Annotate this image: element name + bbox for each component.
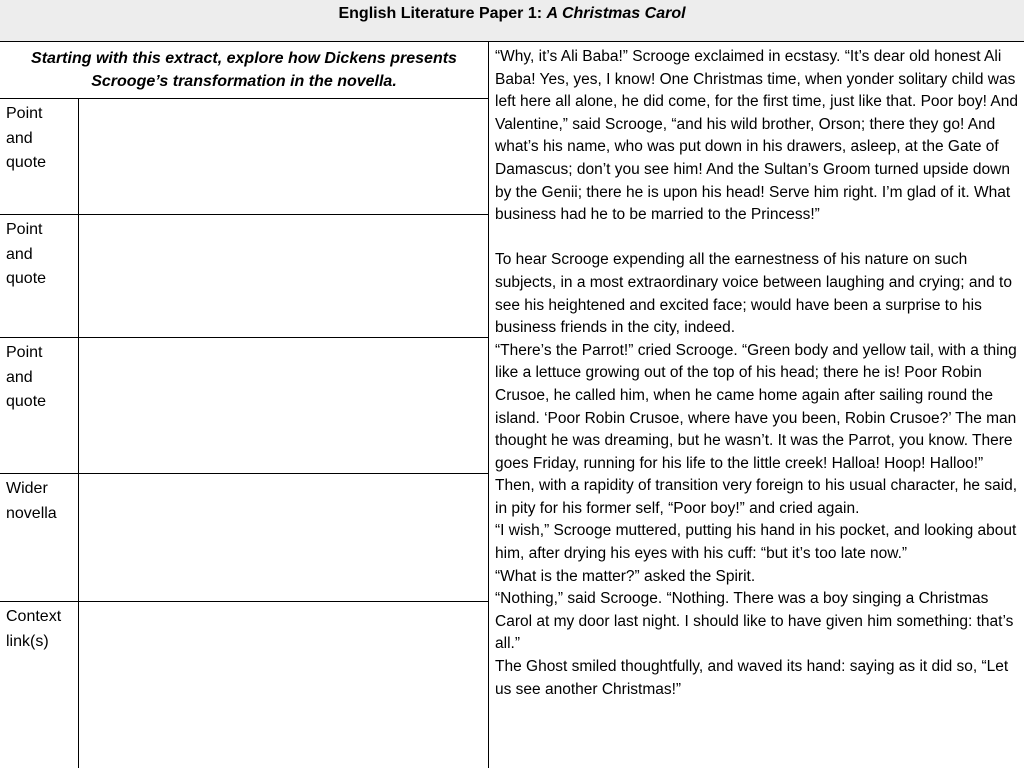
header-title: English Literature Paper 1: <box>338 5 547 22</box>
row-label: Wider novella <box>0 474 79 601</box>
answer-cell[interactable] <box>79 474 488 601</box>
extract-text <box>489 42 1024 768</box>
question-prompt: Starting with this extract, explore how Dickens presents Scrooge’s transformation in the novella. <box>0 42 488 99</box>
response-grid <box>0 42 489 768</box>
row-point-and-quote-3 <box>0 338 488 474</box>
row-label: Point and quote <box>0 99 79 214</box>
extract-paragraph: To hear Scrooge expending all the earnestness of his nature on such subjects, in a most extraordinary voice between laughing and crying; and to see his heightened and excited face; would have been a surprise to his business friends in the city, indeed. <box>495 251 1012 337</box>
answer-cell[interactable] <box>79 602 488 768</box>
row-point-and-quote-1 <box>0 99 488 215</box>
row-context-links <box>0 602 488 768</box>
extract-paragraph: “I wish,” Scrooge muttered, putting his hand in his pocket, and looking about him, after drying his eyes with his cuff: “but it’s too late now.” <box>495 522 1017 563</box>
header-title-italic: A Christmas Carol <box>546 5 686 22</box>
extract-paragraph: “Nothing,” said Scrooge. “Nothing. There was a boy singing a Christmas Carol at my door last night. I should like to have given him something: that’s all.” <box>495 590 1014 653</box>
extract-paragraph: “What is the matter?” asked the Spirit. <box>495 567 756 585</box>
row-wider-novella <box>0 474 488 602</box>
row-label: Point and quote <box>0 338 79 473</box>
extract-paragraph: The Ghost smiled thoughtfully, and waved its hand: saying as it did so, “Let us see another Christmas!” <box>495 658 1009 698</box>
page-header <box>0 0 1024 42</box>
row-point-and-quote-2 <box>0 215 488 338</box>
answer-cell[interactable] <box>79 99 488 214</box>
row-label: Context link(s) <box>0 602 79 768</box>
extract-paragraph: “There’s the Parrot!” cried Scrooge. “Green body and yellow tail, with a thing like a lettuce growing out of the top of his head; there he is! Poor Robin Crusoe, he called him, when he came home again after sailing round the island. ‘Poor Robin Crusoe, where have you been, Robin Crusoe?’ The man thought he was dreaming, but he wasn’t. It was the Parrot, you know. There goes Friday, running for his life to the little creek! Halloa! Hoop! Halloo!” <box>495 341 1017 472</box>
extract-paragraph: “Why, it’s Ali Baba!” Scrooge exclaimed in ecstasy. “It’s dear old honest Ali Baba! Yes, yes, I know! One Christmas time, when yonder solitary child was left here all alone, he did come, for the first time, just like that. Poor boy! And Valentine,” said Scrooge, “and his wild brother, Orson; there they go! And what’s his name, who was put down in his drawers, asleep, at the Gate of Damascus; don’t you see him! And the Sultan’s Groom turned upside down by the Genii; there he is upon his head! Serve him right. I’m glad of it. What business had he to be married to the Princess!” <box>495 48 1018 224</box>
paragraph-gap <box>495 227 1018 250</box>
row-label: Point and quote <box>0 215 79 337</box>
answer-cell[interactable] <box>79 215 488 337</box>
answer-cell[interactable] <box>79 338 488 473</box>
extract-paragraph: Then, with a rapidity of transition very foreign to his usual character, he said, in pity for his former self, “Poor boy!” and cried again. <box>495 477 1018 517</box>
